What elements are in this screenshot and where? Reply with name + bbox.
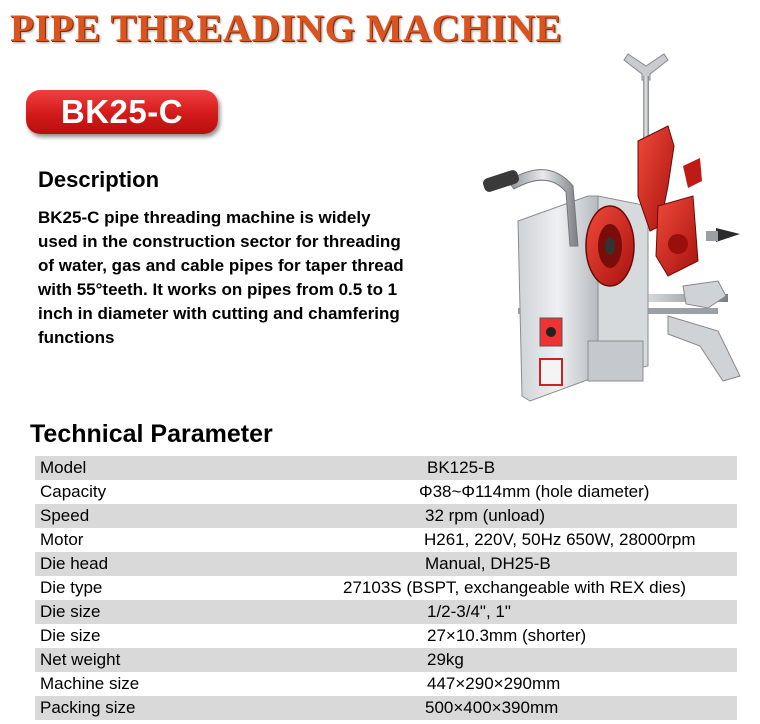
table-row: [35, 576, 737, 600]
table-row: [35, 528, 737, 552]
spec-label: Speed: [40, 506, 90, 525]
spec-label: Motor: [40, 530, 84, 549]
description-line: functions: [38, 328, 115, 347]
spec-value: 27103S (BSPT, exchangeable with REX dies): [343, 578, 687, 597]
spec-label: Net weight: [40, 650, 121, 669]
table-row: [35, 624, 737, 648]
description-line: with 55°teeth. It works on pipes from 0.5 to 1: [38, 280, 398, 299]
spec-value: BK125-B: [427, 458, 496, 477]
description-line: inch in diameter with cutting and chamfering: [38, 304, 400, 323]
page-title: PIPE THREADING MACHINE: [10, 7, 562, 50]
technical-heading: Technical Parameter: [30, 420, 273, 448]
table-row: [35, 504, 737, 528]
description-heading: Description: [38, 167, 160, 192]
red-chuck: [586, 206, 634, 286]
description-line: used in the construction sector for threading: [38, 232, 401, 251]
spec-label: Die size: [40, 602, 101, 621]
table-row: [35, 456, 737, 480]
table-row: [35, 672, 737, 696]
spec-value: 27×10.3mm (shorter): [427, 626, 587, 645]
spec-value: Manual, DH25-B: [425, 554, 551, 573]
spec-table: [35, 456, 737, 720]
table-row: [35, 600, 737, 624]
spec-label: Machine size: [40, 674, 140, 693]
spec-label: Model: [40, 458, 87, 477]
table-row: [35, 480, 737, 504]
spec-label: Die size: [40, 626, 101, 645]
description-line: BK25-C pipe threading machine is widely: [38, 208, 371, 227]
machine-photo: [478, 46, 758, 406]
spec-label: Die head: [40, 554, 109, 573]
spec-label: Packing size: [40, 698, 136, 717]
table-row: [35, 648, 737, 672]
spec-value: 29kg: [427, 650, 464, 669]
spec-value: 32 rpm (unload): [425, 506, 546, 525]
spec-value: 1/2-3/4", 1": [427, 602, 511, 621]
description-line: of water, gas and cable pipes for taper thread: [38, 256, 404, 275]
description-text: [38, 206, 468, 350]
spec-label: Capacity: [40, 482, 107, 501]
spec-value: 447×290×290mm: [427, 674, 561, 693]
table-row: [35, 696, 737, 720]
spec-value: H261, 220V, 50Hz 650W, 28000rpm: [424, 530, 696, 549]
spec-value: Φ38~Φ114mm (hole diameter): [419, 482, 650, 501]
spec-value: 500×400×390mm: [425, 698, 559, 717]
table-row: [35, 552, 737, 576]
model-badge: BK25-C: [26, 90, 218, 134]
spec-label: Die type: [40, 578, 103, 597]
